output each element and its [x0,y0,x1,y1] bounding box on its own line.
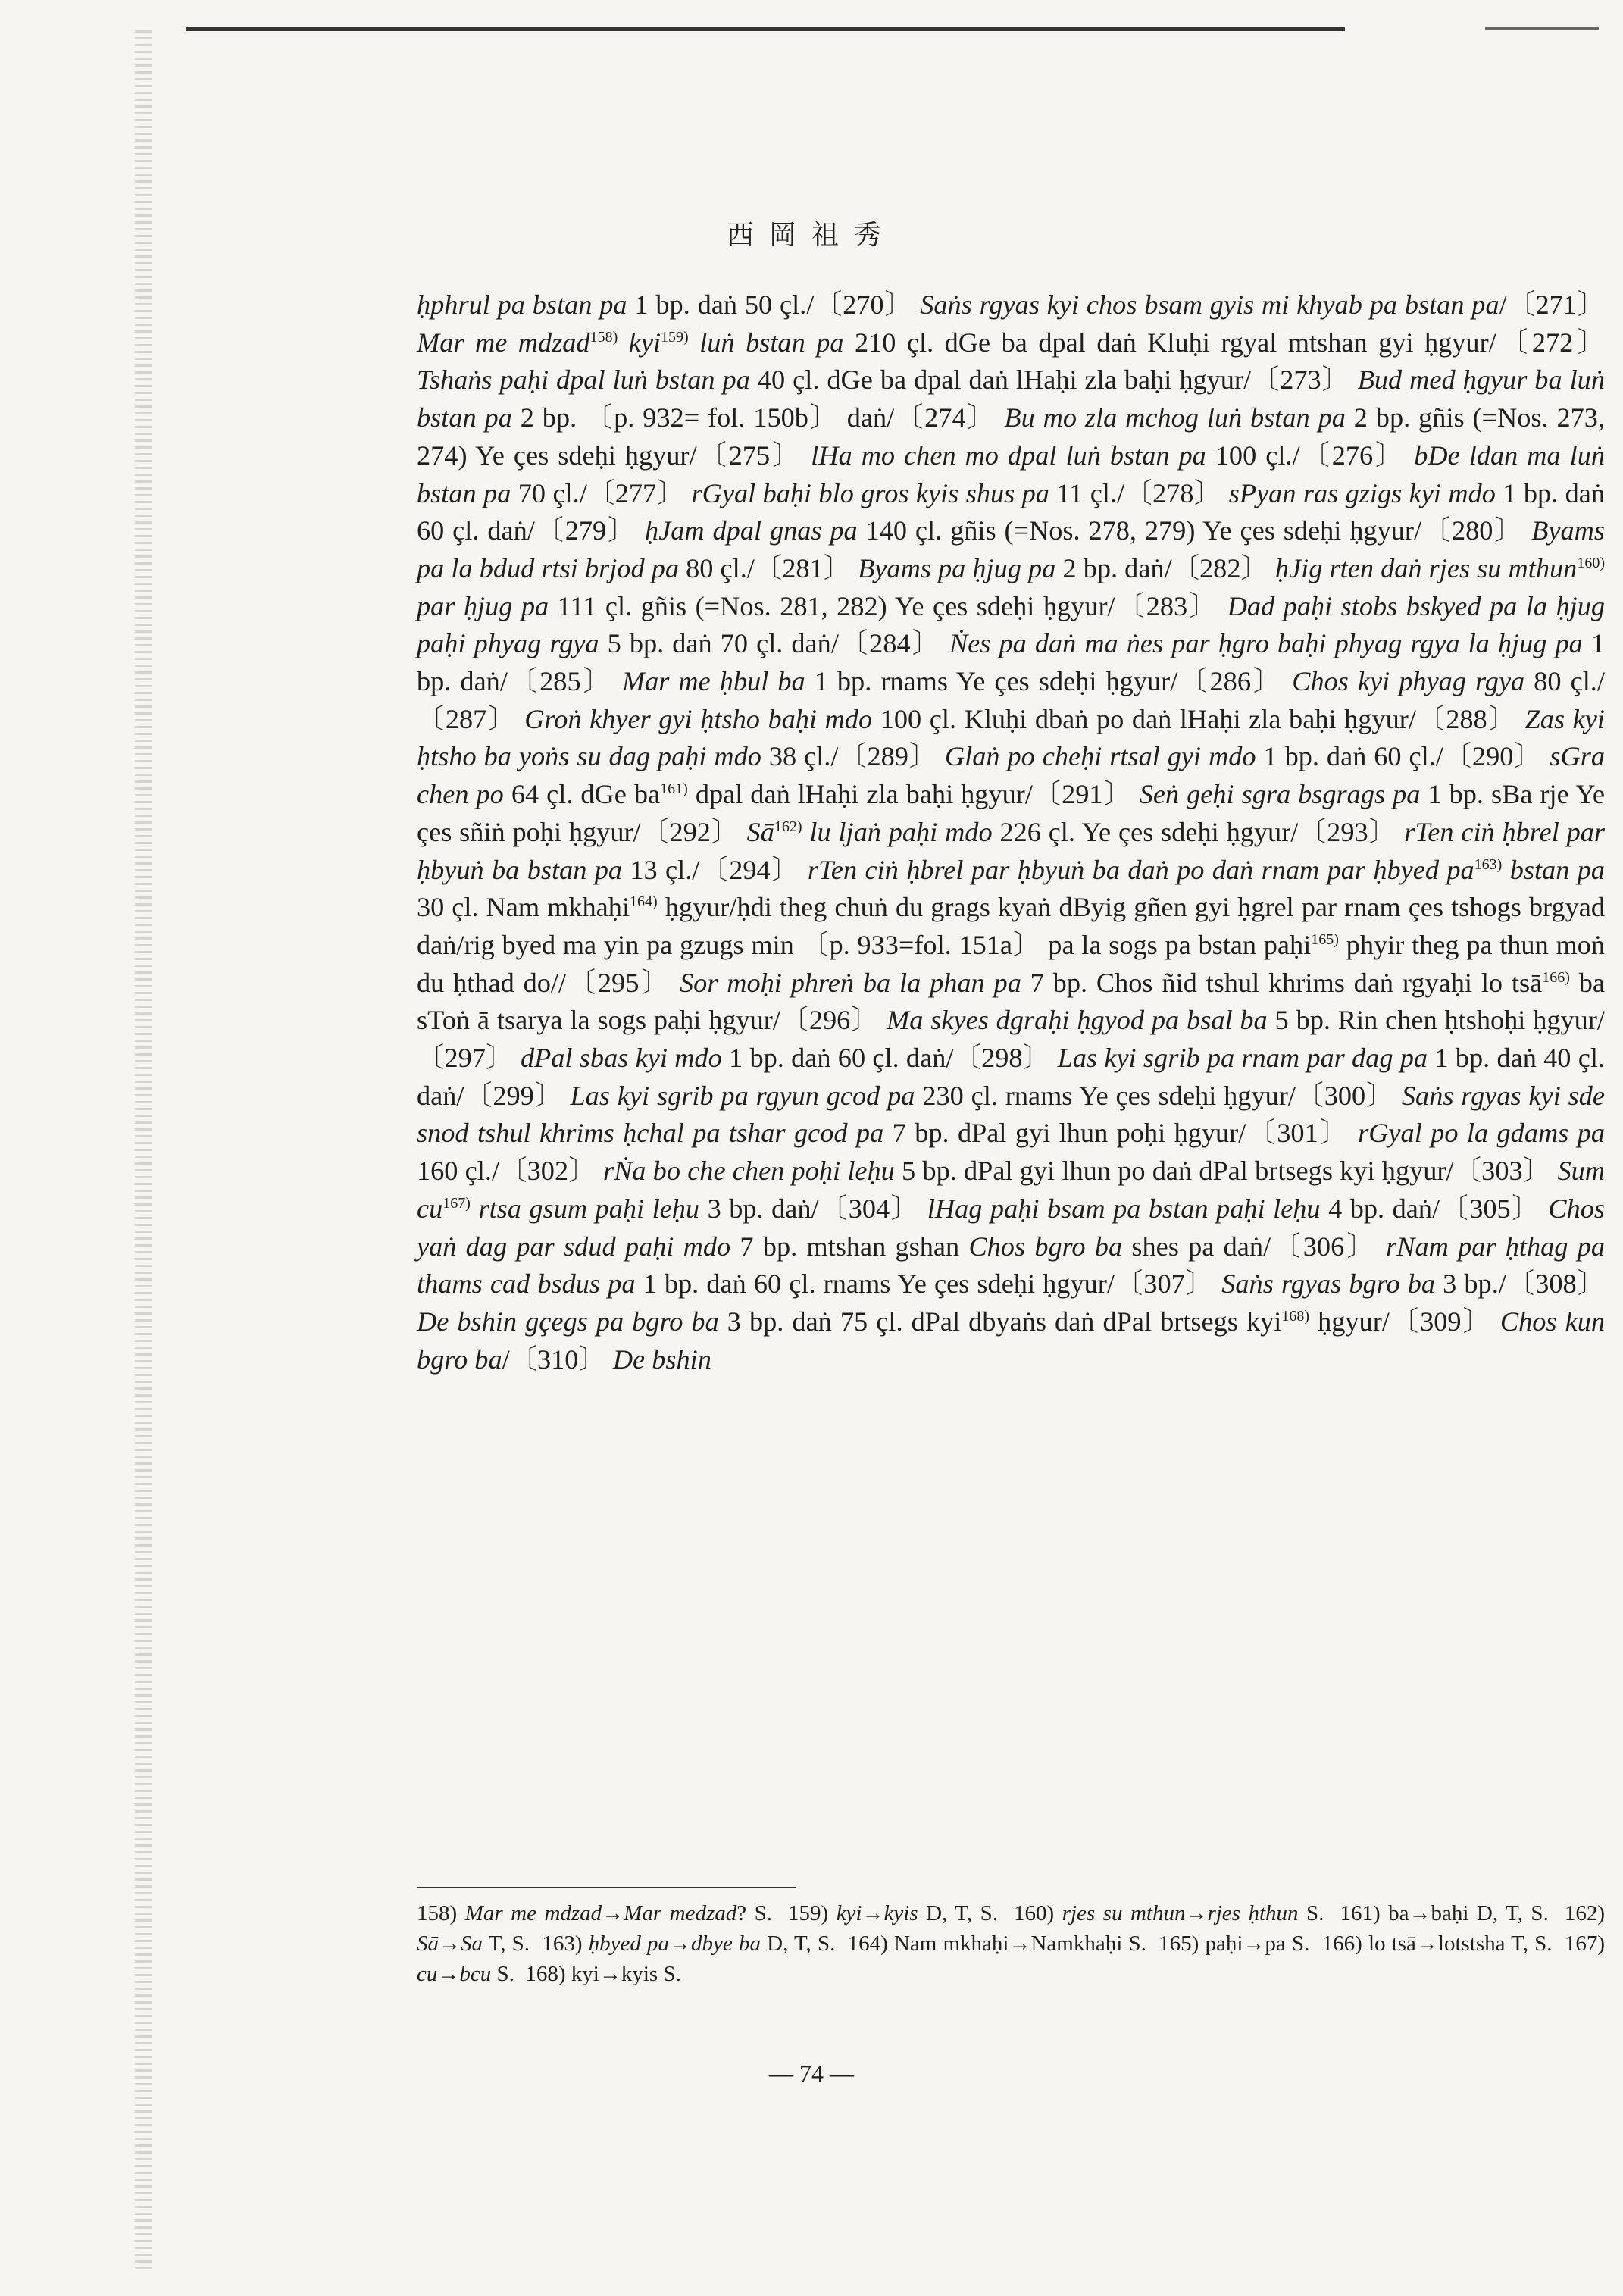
header-rule-right [1485,27,1599,30]
footnotes: 158) Mar me mdzad→Mar medzad? S. 159) kyi→kyis D, T, S. 160) rjes su mthun→rjes ḥthun S. 161) ba→baḥi D, T, S. 162) Sā→Sa T, S. 163) ḥbyed pa→dbye ba D, T, S. 164) Nam mkhaḥi→Namkhaḥi S. 165) paḥi→pa S. 166) lo tsā→lotstsha T, S. 167) cu→bcu S. 168) kyi→kyis S. [417,1901,1605,1986]
scan-edge [135,30,152,2273]
footnote-rule [417,1887,796,1888]
body-text: ḥphrul pa bstan pa 1 bp. daṅ 50 çl./〔270〕 Saṅs rgyas kyi chos bsam gyis mi khyab pa bstan pa/〔271〕 Mar me mdzad$^{158)}$ kyi$^{159)}$ luṅ bstan pa 210 çl. dGe ba dpal daṅ Kluḥi rgyal mtshan gyi ḥgyur/〔272〕 Tshaṅs paḥi dpal luṅ bstan pa 40 çl. dGe ba dpal daṅ lHaḥi zla baḥi ḥgyur/〔273〕 Bud med ḥgyur ba luṅ bstan pa 2 bp. 〔p. 932= fol. 150b〕 daṅ/〔274〕 Bu mo zla mchog luṅ bstan pa 2 bp. gñis (=Nos. 273, 274) Ye çes sdeḥi ḥgyur/〔275〕 lHa mo chen mo dpal luṅ bstan pa 100 çl./〔276〕 bDe ldan ma luṅ bstan pa 70 çl./〔277〕 rGyal baḥi blo gros kyis shus pa 11 çl./〔278〕 sPyan ras gzigs kyi mdo 1 bp. daṅ 60 çl. daṅ/〔279〕 ḥJam dpal gnas pa 140 çl. gñis (=Nos. 278, 279) Ye çes sdeḥi ḥgyur/〔280〕 Byams pa la bdud rtsi brjod pa 80 çl./〔281〕 Byams pa ḥjug pa 2 bp. daṅ/〔282〕 ḥJig rten daṅ rjes su mthun$^{160)}$ par ḥjug pa 111 çl. gñis (=Nos. 281, 282) Ye çes sdeḥi ḥgyur/〔283〕 Dad paḥi stobs bskyed pa la ḥjug paḥi phyag rgya 5 bp. daṅ 70 çl. daṅ/〔284〕 Ṅes pa daṅ ma ṅes par ḥgro baḥi phyag rgya la ḥjug pa 1 bp. daṅ/〔285〕 Mar me ḥbul ba 1 bp. rnams Ye çes sdeḥi ḥgyur/〔286〕 Chos kyi phyag rgya 80 çl./〔287〕 Groṅ khyer gyi ḥtsho baḥi mdo 100 çl. Kluḥi dbaṅ po daṅ lHaḥi zla baḥi ḥgyur/〔288〕 Zas kyi ḥtsho ba yoṅs su dag paḥi mdo 38 çl./〔289〕 Glaṅ po cheḥi rtsal gyi mdo 1 bp. daṅ 60 çl./〔290〕 sGra chen po 64 çl. dGe $ba^{161)}$ dpal daṅ lHaḥi zla baḥi ḥgyur/〔291〕 Seṅ geḥi sgra bsgrags pa 1 bp. sBa rje Ye çes sñiṅ poḥi ḥgyur/〔292〕 $Sā^{162)}$ lu ljaṅ paḥi mdo 226 çl. Ye çes sdeḥi ḥgyur/〔293〕 rTen ciṅ ḥbrel par ḥbyuṅ ba bstan pa 13 çl./〔294〕 rTen ciṅ ḥbrel par ḥbyuṅ ba daṅ po daṅ rnam par ḥbyed $pa^{163)}$ bstan pa 30 çl. Nam mkhaḥi$^{164)}$ ḥgyur/ḥdi theg chuṅ du grags kyaṅ dByig gñen gyi ḥgrel par rnam çes tshogs brgyad daṅ/rig byed ma yin pa gzugs min 〔p. 933=fol. 151a〕 pa la sogs pa bstan paḥi$^{165)}$ phyir theg pa thun moṅ du ḥthad do//〔295〕 Sor moḥi phreṅ ba la phan pa 7 bp. Chos ñid tshul khrims daṅ rgyaḥi lo tsā$^{166)}$ ba sToṅ ā tsarya la sogs paḥi ḥgyur/〔296〕 Ma skyes dgraḥi ḥgyod pa bsal ba 5 bp. Rin chen ḥtshoḥi ḥgyur/〔297〕 dPal sbas kyi mdo 1 bp. daṅ 60 çl. daṅ/〔298〕 Las kyi sgrib pa rnam par dag pa 1 bp. daṅ 40 çl. daṅ/〔299〕 Las kyi sgrib pa rgyun gcod pa 230 çl. rnams Ye çes sdeḥi ḥgyur/〔300〕 Saṅs rgyas kyi sde snod tshul khrims ḥchal pa tshar gcod pa 7 bp. dPal gyi lhun poḥi ḥgyur/〔301〕 rGyal po la gdams pa 160 çl./〔302〕 rṄa bo che chen poḥi leḥu 5 bp. dPal gyi lhun po daṅ dPal brtsegs kyi ḥgyur/〔303〕 Sum $cu^{167)}$ rtsa gsum paḥi leḥu 3 bp. daṅ/〔304〕 lHag paḥi bsam pa bstan paḥi leḥu 4 bp. daṅ/〔305〕 Chos yaṅ dag par sdud paḥi mdo 7 bp. mtshan gshan Chos bgro ba shes pa daṅ/〔306〕 rNam par ḥthag pa thams cad bsdus pa 1 bp. daṅ 60 çl. rnams Ye çes sdeḥi ḥgyur/〔307〕 Saṅs rgyas bgro ba 3 bp./〔308〕 De bshin gçegs pa bgro ba 3 bp. daṅ 75 çl. dPal dbyaṅs daṅ dPal brtsegs kyi$^{168)}$ ḥgyur/〔309〕 Chos kun bgro ba/〔310〕 De bshin [417,289,1606,1375]
header-rule [186,27,1345,31]
page-number: — 74 — [769,2060,854,2087]
running-header: 西岡祖秀 [726,220,896,250]
